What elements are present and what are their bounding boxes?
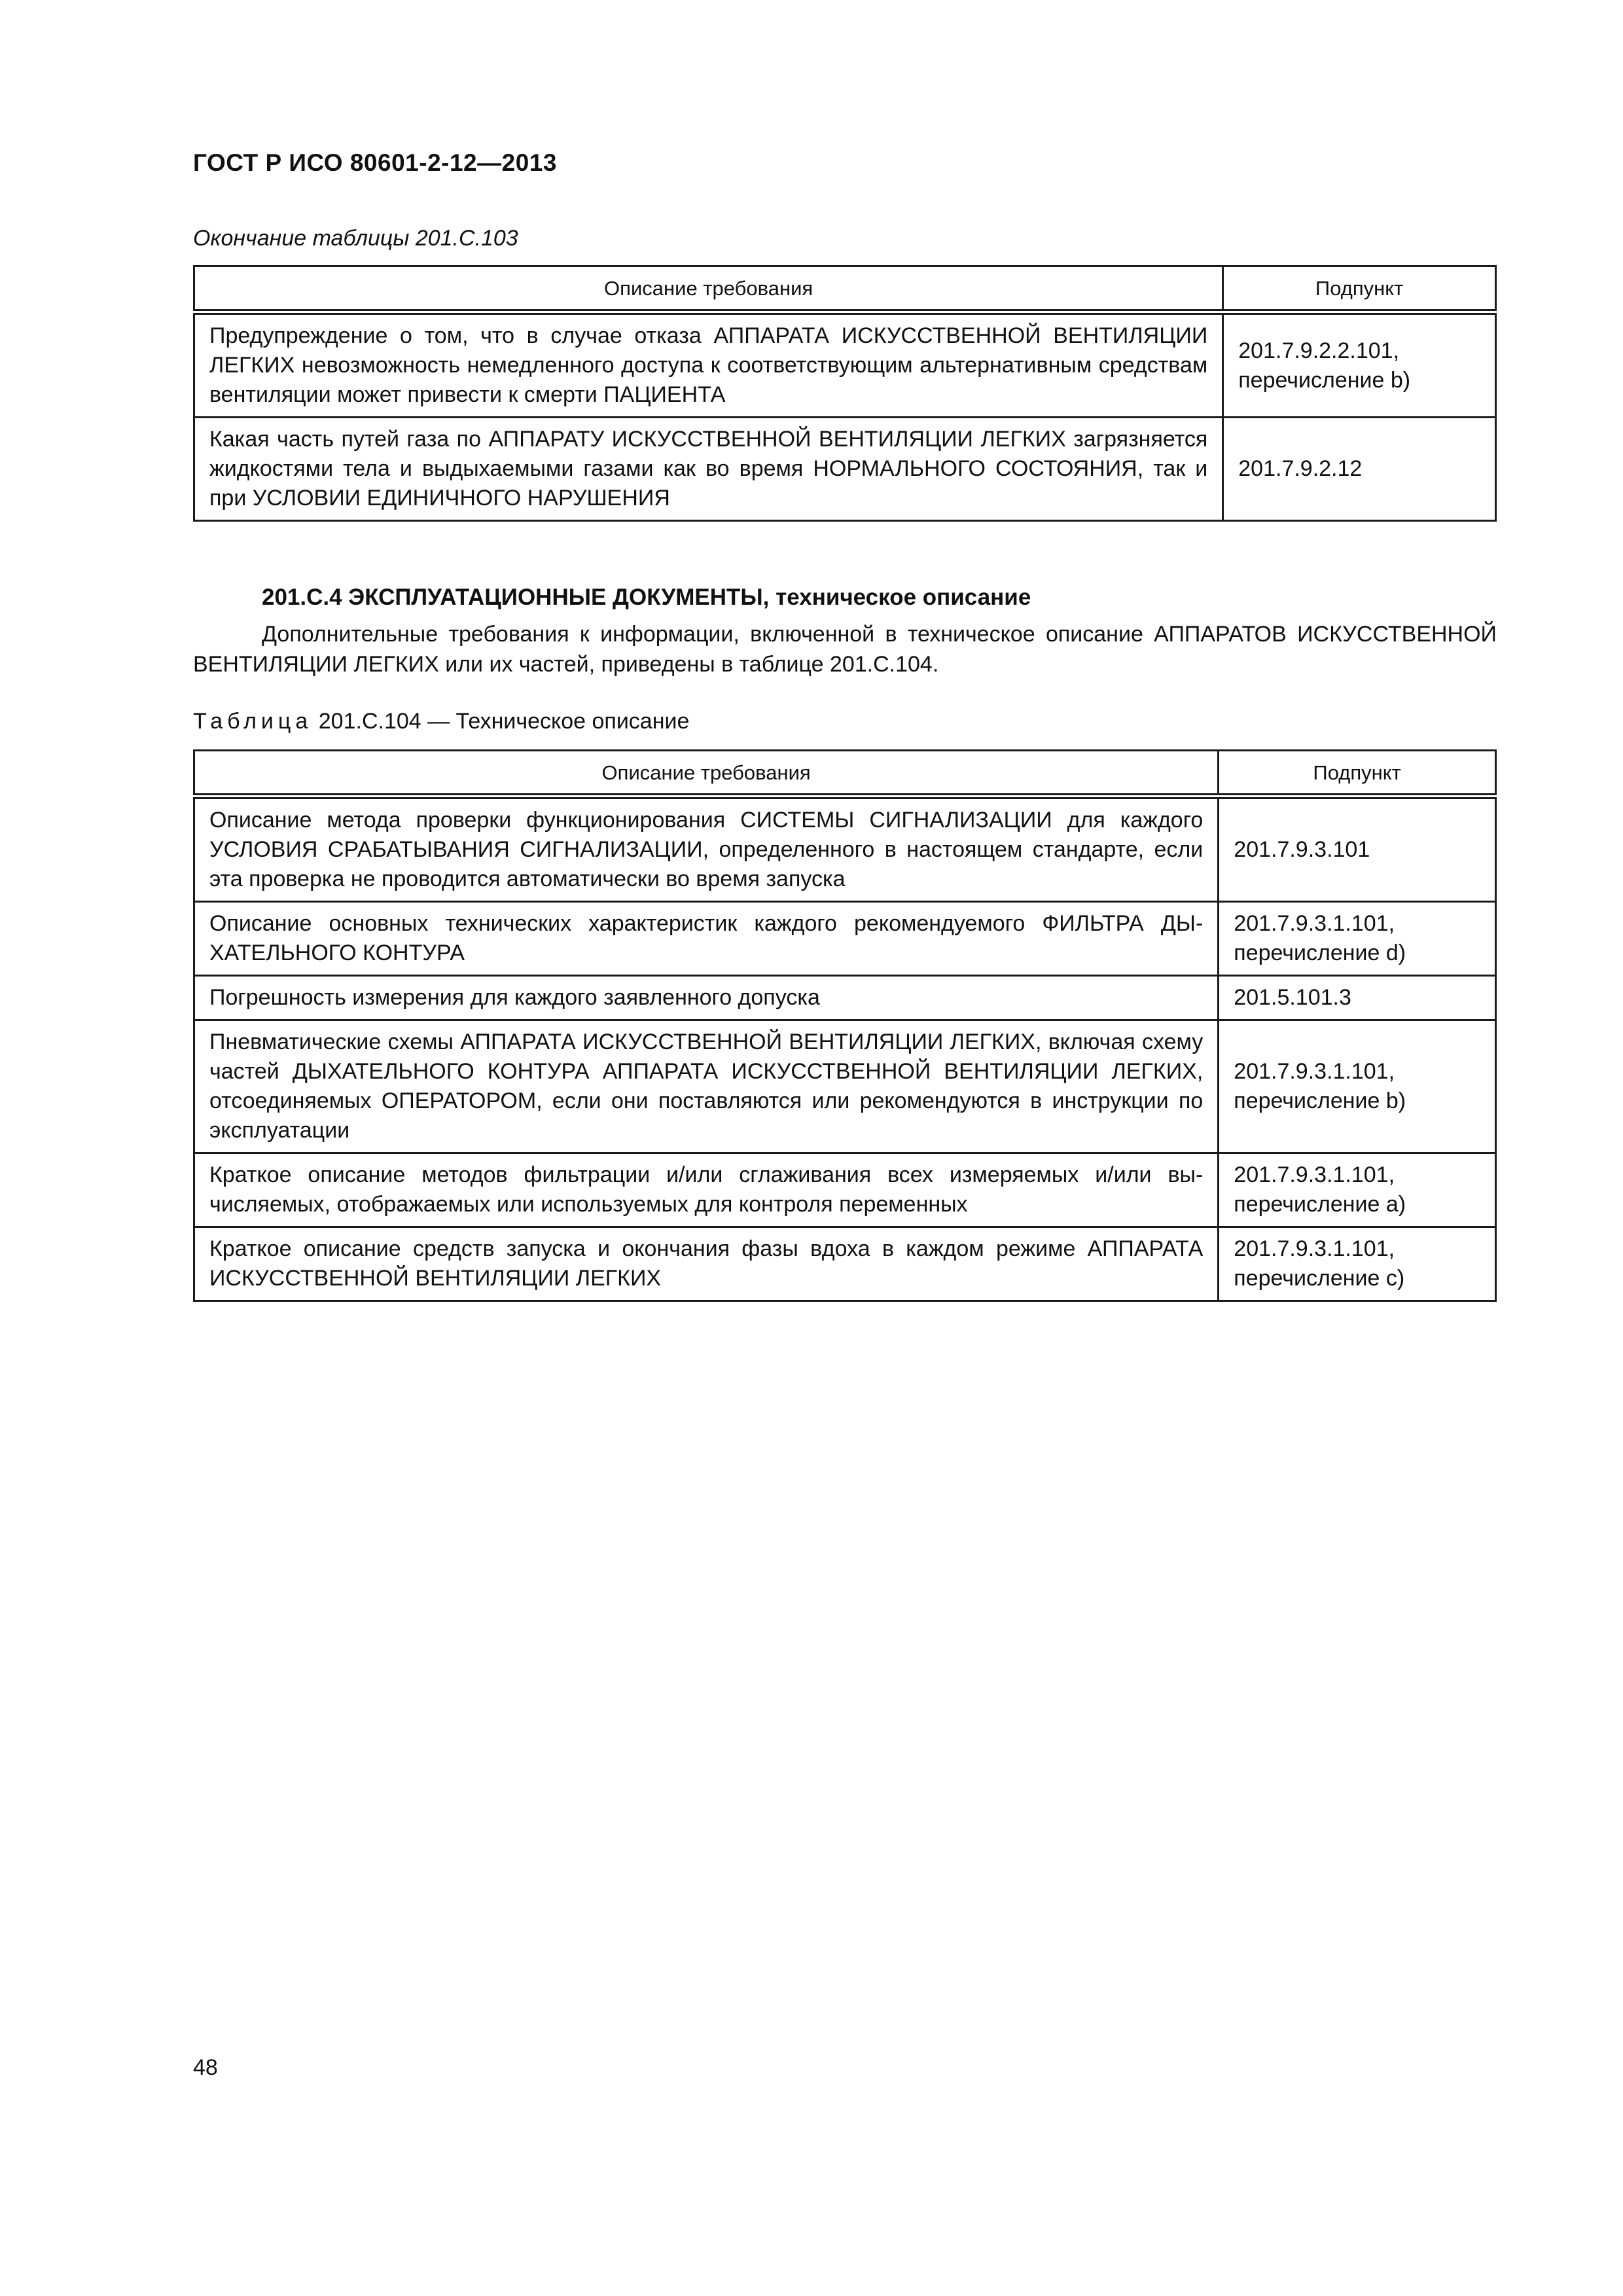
requirements-table-103: [193, 265, 1497, 522]
table-caption-text: 201.С.104 — Техническое описание: [318, 709, 690, 734]
table-row: [194, 1020, 1496, 1153]
subclause-line: 201.7.9.3.1.101,: [1234, 1162, 1395, 1187]
column-header-subclause: Подпункт: [1223, 266, 1496, 312]
table-row: [194, 1153, 1496, 1227]
column-header-subclause: Подпункт: [1219, 751, 1496, 797]
requirement-description: Краткое описание методов фильтрации и/или сглаживания всех измеряемых и/или вычисляемых, отображаемых или используемых для контроля переменных: [194, 1153, 1219, 1227]
document-header-title: ГОСТ Р ИСО 80601-2-12—2013: [193, 149, 557, 176]
table-row: [194, 797, 1496, 902]
table-row: [194, 976, 1496, 1020]
subclause-line: перечисление d): [1234, 941, 1406, 965]
subclause-line: 201.7.9.3.1.101,: [1234, 911, 1395, 936]
requirement-description: Описание метода проверки функционирования СИСТЕМЫ СИГНАЛИЗАЦИИ для каждого УСЛОВИЯ СРАБАТЫВАНИЯ СИГНАЛИЗАЦИИ, определенного в настоящем стандарте, если эта проверка не проводится автоматически во время запуска: [194, 797, 1219, 902]
table-row: [194, 902, 1496, 976]
section-paragraph: Дополнительные требования к информации, включенной в техническое описание АППАРАТОВ ИСКУССТВЕННОЙ ВЕНТИЛЯЦИИ ЛЕГКИХ или их частей, приведены в таблице 201.С.104.: [193, 622, 1497, 677]
subclause-line: перечисление a): [1234, 1192, 1406, 1217]
subclause-reference: [1219, 1153, 1496, 1227]
requirement-description: Краткое описание средств запуска и окончания фазы вдоха в каждом режиме АППАРАТА ИСКУССТВЕННОЙ ВЕНТИЛЯЦИИ ЛЕГКИХ: [194, 1227, 1219, 1301]
subclause-line: 201.7.9.3.101: [1234, 837, 1370, 862]
subclause-line: перечисление c): [1234, 1266, 1405, 1291]
table-103-continuation-caption: Окончание таблицы 201.С.103: [193, 226, 518, 251]
subclause-line: 201.7.9.2.12: [1238, 456, 1363, 481]
page-number: 48: [193, 2055, 218, 2080]
requirement-description: Какая часть путей газа по АППАРАТУ ИСКУССТВЕННОЙ ВЕНТИЛЯЦИИ ЛЕГКИХ загрязняется жидкостями тела и выдыхаемыми газами как во время НОРМАЛЬНОГО СОСТОЯНИЯ, так и при УСЛОВИИ ЕДИНИЧНОГО НАРУШЕНИЯ: [194, 418, 1223, 521]
subclause-line: 201.7.9.3.1.101,: [1234, 1236, 1395, 1261]
section-heading: 201.С.4 ЭКСПЛУАТАЦИОННЫЕ ДОКУМЕНТЫ, техническое описание: [262, 584, 1031, 610]
requirement-description: Предупреждение о том, что в случае отказа АППАРАТА ИСКУССТВЕННОЙ ВЕНТИЛЯЦИИ ЛЕГКИХ невозможность немедленного доступа к соответствующим альтернативным средствам вентиляции может привести к смерти ПАЦИЕНТА: [194, 312, 1223, 418]
subclause-line: перечисление b): [1234, 1088, 1406, 1113]
subclause-line: 201.7.9.2.2.101,: [1238, 338, 1400, 363]
subclause-reference: [1219, 902, 1496, 976]
column-header-description: Описание требования: [194, 751, 1219, 797]
subclause-line: 201.7.9.3.1.101,: [1234, 1059, 1395, 1084]
subclause-reference: [1219, 1227, 1496, 1301]
subclause-reference: [1219, 797, 1496, 902]
column-header-description: Описание требования: [194, 266, 1223, 312]
subclause-reference: [1219, 976, 1496, 1020]
subclause-line: перечисление b): [1238, 367, 1411, 393]
requirement-description: Описание основных технических характеристик каждого рекомендуемого ФИЛЬТРА ДЫХАТЕЛЬНОГО КОНТУРА: [194, 902, 1219, 976]
requirements-table-104: [193, 749, 1497, 1302]
subclause-reference: [1219, 1020, 1496, 1153]
subclause-reference: [1223, 418, 1496, 521]
table-row: [194, 1227, 1496, 1301]
requirement-description: Погрешность измерения для каждого заявленного допуска: [194, 976, 1219, 1020]
subclause-line: 201.5.101.3: [1234, 985, 1351, 1010]
table-row: [194, 418, 1496, 521]
table-104-caption: [193, 709, 689, 734]
table-header-row: [194, 751, 1496, 797]
table-header-row: [194, 266, 1496, 312]
table-row: [194, 312, 1496, 418]
table-caption-label: Таблица: [193, 709, 313, 734]
requirement-description: Пневматические схемы АППАРАТА ИСКУССТВЕННОЙ ВЕНТИЛЯЦИИ ЛЕГКИХ, включая схему частей ДЫХАТЕЛЬНОГО КОНТУРА АППАРАТА ИСКУССТВЕННОЙ ВЕНТИЛЯЦИИ ЛЕГКИХ, отсоединяемых ОПЕРАТОРОМ, если они поставляются или рекомендуются в инструкции по эксплуатации: [194, 1020, 1219, 1153]
subclause-reference: [1223, 312, 1496, 418]
